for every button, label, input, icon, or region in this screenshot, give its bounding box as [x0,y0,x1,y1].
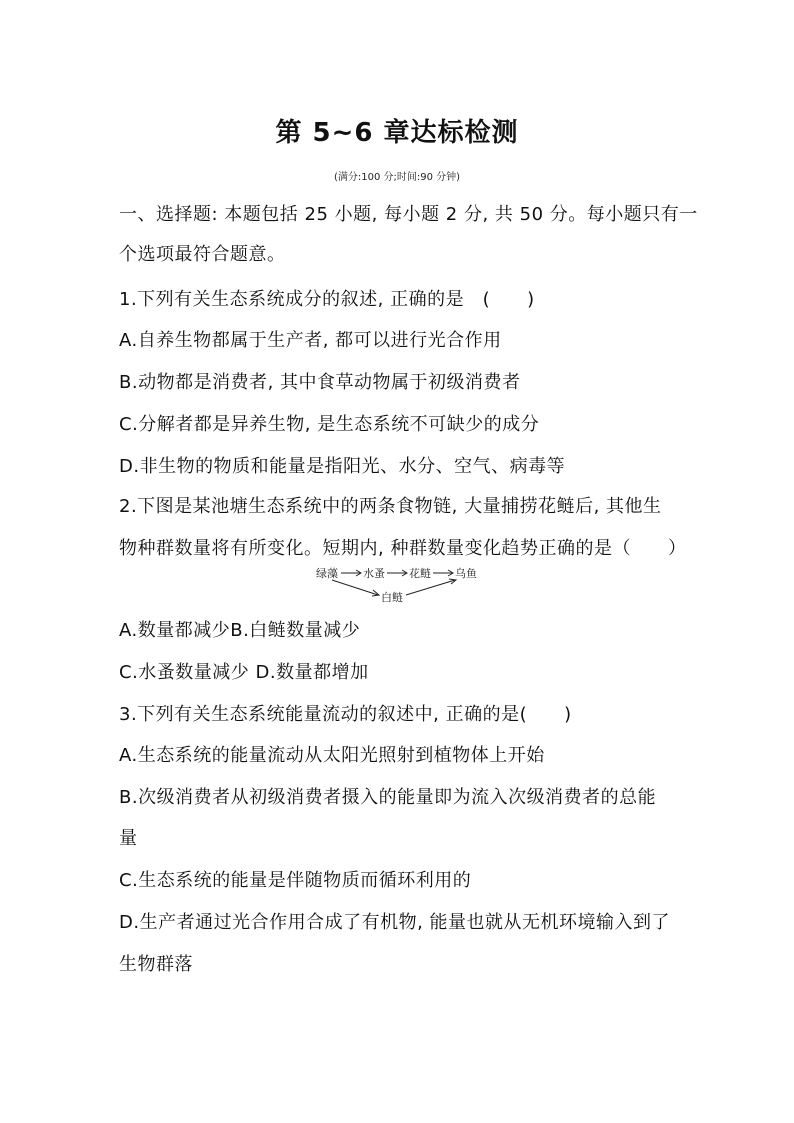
question-3-option-b-line2: 量 [119,828,138,849]
question-2-options-cd: C.水蚤数量减少 D.数量都增加 [119,662,369,683]
question-3-option-c: C.生态系统的能量是伴随物质而循环利用的 [119,870,472,891]
question-3-option-d-line2: 生物群落 [119,954,193,975]
page-subtitle: (满分:100 分;时间:90 分钟) [333,172,461,183]
question-3-stem: 3.下列有关生态系统能量流动的叙述中, 正确的是( ) [119,704,572,725]
node-bighead-carp: 花鲢 [409,567,431,580]
question-1-option-d: D.非生物的物质和能量是指阳光、水分、空气、病毒等 [119,456,566,477]
question-2-options-ab: A.数量都减少B.白鲢数量减少 [119,620,361,641]
page-title: 第 5~6 章达标检测 [275,118,519,148]
node-green-algae: 绿藻 [316,567,338,580]
node-daphnia: 水蚤 [363,567,385,580]
question-2-stem-line1: 2.下图是某池塘生态系统中的两条食物链, 大量捕捞花鲢后, 其他生 [119,496,662,517]
question-3-option-a: A.生态系统的能量流动从太阳光照射到植物体上开始 [119,745,545,766]
section-heading-line1: 一、选择题: 本题包括 25 小题, 每小题 2 分, 共 50 分。每小题只有一 [119,204,698,225]
question-1-option-c: C.分解者都是异养生物, 是生态系统不可缺少的成分 [119,414,540,435]
question-2-stem-line2: 物种群数量将有所变化。短期内, 种群数量变化趋势正确的是（ ） [119,538,687,559]
arrow-silver-to-snakehead [406,580,455,595]
node-silver-carp: 白鲢 [381,591,403,604]
arrow-algae-to-silver [332,580,378,595]
node-snakehead: 乌鱼 [455,567,477,580]
question-3-option-b-line1: B.次级消费者从初级消费者摄入的能量即为流入次级消费者的总能 [119,787,657,808]
section-heading-line2: 个选项最符合题意。 [119,244,286,265]
food-chain-diagram [300,563,500,605]
question-1-option-b: B.动物都是消费者, 其中食草动物属于初级消费者 [119,372,521,393]
question-1-stem: 1.下列有关生态系统成分的叙述, 正确的是 ( ) [119,289,535,310]
question-3-option-d-line1: D.生产者通过光合作用合成了有机物, 能量也就从无机环境输入到了 [119,912,671,933]
question-1-option-a: A.自养生物都属于生产者, 都可以进行光合作用 [119,330,502,351]
